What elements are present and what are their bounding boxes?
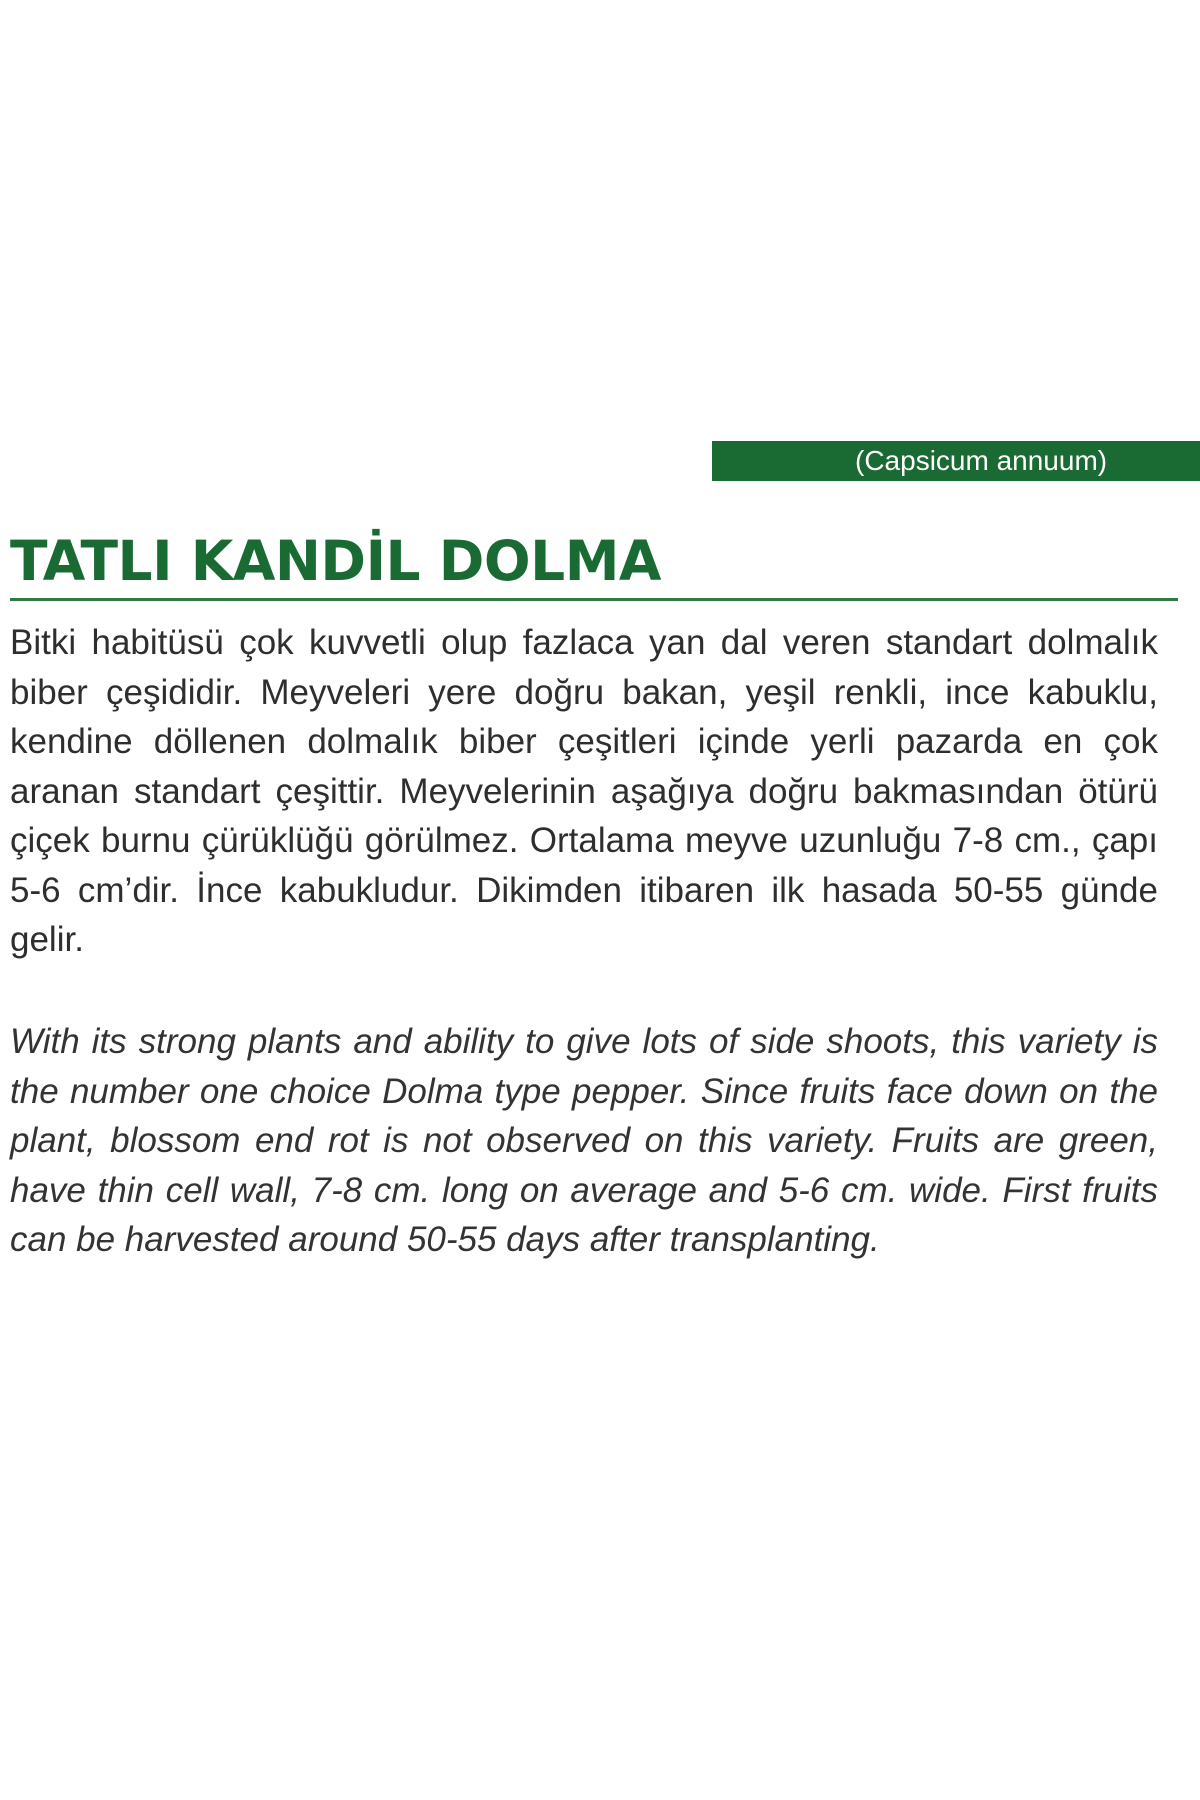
latin-name-banner [712, 441, 1200, 481]
description-english: With its strong plants and ability to give lots of side shoots, this variety is the number one choice Dolma type pepper. Since fruits face down on the plant, blossom end rot is not observed on this variety. Fruits are green, have thin cell wall, 7-8 cm. long on average and 5-6 cm. wide. First fruits can be harvested around 50-55 days after transplanting. [10, 1022, 1158, 1259]
product-title: TATLI KANDİL DOLMA [10, 529, 661, 593]
description-turkish: Bitki habitüsü çok kuvvetli olup fazlaca yan dal veren standart dolmalık biber çeşididir. Meyveleri yere doğru bakan, yeşil renkli, ince kabuklu, kendine döllenen dolmalık biber çeşitleri içinde yerli pazarda en çok aranan standart çeşittir. Meyvelerinin aşağıya doğru bakmasından ötürü çiçek burnu çürüklüğü görülmez. Ortalama meyve uzunluğu 7-8 cm., çapı 5-6 cm’dir. İnce kabukludur. Dikimden itibaren ilk hasada 50-55 günde gelir. [10, 623, 1158, 959]
latin-name: (Capsicum annuum) [855, 445, 1108, 476]
title-divider [10, 598, 1178, 601]
